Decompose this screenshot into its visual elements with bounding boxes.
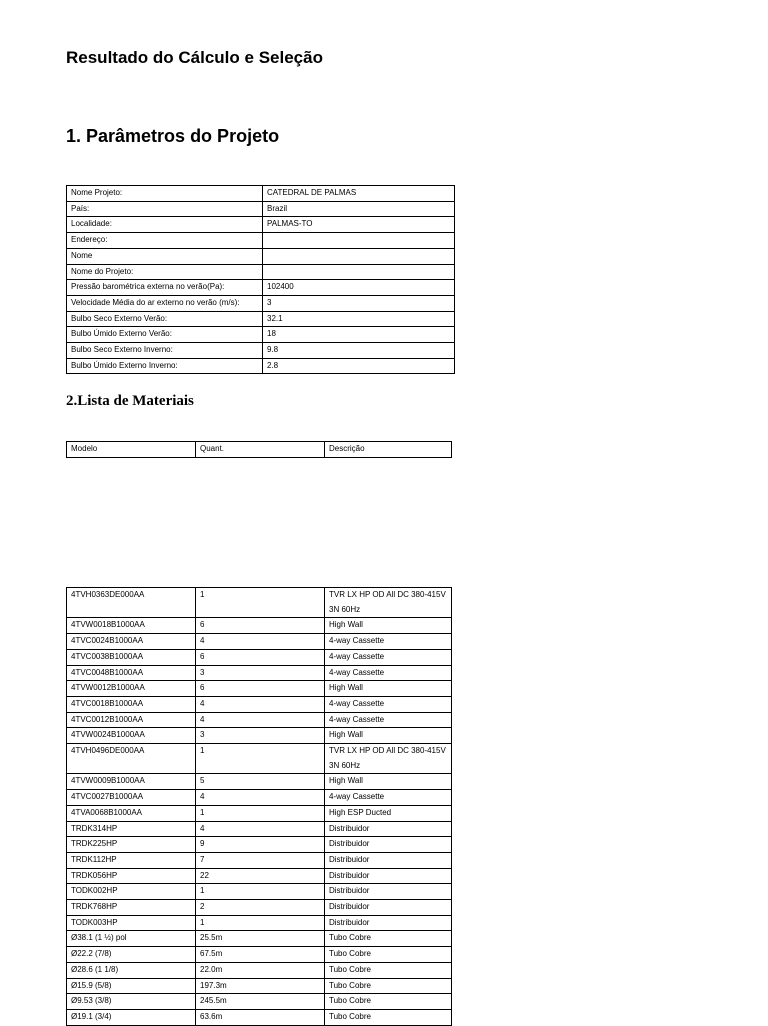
parameter-label: Nome [67,248,263,264]
material-description: Distribuidor [325,868,452,884]
parameter-label: Localidade: [67,217,263,233]
material-description: 4-way Cassette [325,649,452,665]
material-row [67,962,452,978]
material-quantity: 6 [196,649,325,665]
parameter-label: Velocidade Média do ar externo no verão (m/s): [67,295,263,311]
material-description: Tubo Cobre [325,947,452,963]
material-quantity: 1 [196,588,325,618]
material-quantity: 3 [196,665,325,681]
material-description: High Wall [325,618,452,634]
parameter-label: País: [67,201,263,217]
material-model: TODK003HP [67,915,196,931]
material-model: 4TVC0048B1000AA [67,665,196,681]
material-row [67,852,452,868]
material-quantity: 4 [196,712,325,728]
parameter-value: Brazil [263,201,455,217]
material-description: High Wall [325,728,452,744]
material-quantity: 7 [196,852,325,868]
material-quantity: 4 [196,790,325,806]
parameter-row [67,327,455,343]
material-description: Distribuidor [325,915,452,931]
material-model: 4TVC0018B1000AA [67,696,196,712]
material-description: Distribuidor [325,852,452,868]
material-row [67,774,452,790]
material-row [67,712,452,728]
material-model: 4TVW0024B1000AA [67,728,196,744]
material-row [67,868,452,884]
parameter-label: Nome do Projeto: [67,264,263,280]
material-model: 4TVH0363DE000AA [67,588,196,618]
material-quantity: 9 [196,837,325,853]
material-description: Distribuidor [325,900,452,916]
material-quantity: 245.5m [196,994,325,1010]
material-model: 4TVW0009B1000AA [67,774,196,790]
material-row [67,994,452,1010]
material-row [67,821,452,837]
material-quantity: 63.6m [196,1009,325,1025]
parameter-label: Bulbo Úmido Externo Inverno: [67,358,263,374]
material-description: 4-way Cassette [325,712,452,728]
material-row [67,728,452,744]
parameter-row [67,201,455,217]
section-1-title: 1. Parâmetros do Projeto [66,126,280,146]
parameter-row [67,343,455,359]
parameter-value: PALMAS-TO [263,217,455,233]
page-title: Resultado do Cálculo e Seleção [66,48,323,67]
material-model: TRDK112HP [67,852,196,868]
materials-header-table [66,441,452,458]
parameter-label: Pressão barométrica externa no verão(Pa): [67,280,263,296]
material-model: TODK002HP [67,884,196,900]
parameter-label: Bulbo Seco Externo Verão: [67,311,263,327]
material-model: 4TVW0018B1000AA [67,618,196,634]
material-model: Ø38.1 (1 ½) pol [67,931,196,947]
parameter-label: Bulbo Seco Externo Inverno: [67,343,263,359]
parameter-row [67,280,455,296]
material-quantity: 1 [196,884,325,900]
parameter-label: Bulbo Úmido Externo Verão: [67,327,263,343]
parameter-label: Nome Projeto: [67,186,263,202]
header-quantity: Quant. [196,442,325,458]
parameter-value [263,248,455,264]
material-row [67,915,452,931]
parameter-row [67,295,455,311]
material-description: Tubo Cobre [325,931,452,947]
parameter-row [67,248,455,264]
parameter-row [67,233,455,249]
material-description: High Wall [325,681,452,697]
material-row [67,790,452,806]
material-quantity: 1 [196,805,325,821]
header-model: Modelo [67,442,196,458]
material-quantity: 5 [196,774,325,790]
material-model: 4TVC0012B1000AA [67,712,196,728]
material-model: 4TVA0068B1000AA [67,805,196,821]
material-description: 4-way Cassette [325,696,452,712]
parameter-value [263,264,455,280]
material-row [67,978,452,994]
parameter-value [263,233,455,249]
material-quantity: 6 [196,681,325,697]
parameter-value: 9.8 [263,343,455,359]
parameter-value: CATEDRAL DE PALMAS [263,186,455,202]
material-quantity: 4 [196,696,325,712]
project-parameters-table [66,185,455,374]
material-description: Tubo Cobre [325,994,452,1010]
material-quantity: 6 [196,618,325,634]
material-description: 4-way Cassette [325,665,452,681]
material-quantity: 197.3m [196,978,325,994]
material-row [67,805,452,821]
material-row [67,1009,452,1025]
parameter-label: Endereço: [67,233,263,249]
parameter-row [67,311,455,327]
materials-table [66,587,452,1026]
material-quantity: 2 [196,900,325,916]
parameter-row [67,264,455,280]
material-model: Ø9.53 (3/8) [67,994,196,1010]
material-row [67,588,452,618]
material-description: TVR LX HP OD All DC 380-415V 3N 60Hz [325,588,452,618]
material-row [67,900,452,916]
material-model: TRDK056HP [67,868,196,884]
parameter-row [67,186,455,202]
material-quantity: 1 [196,915,325,931]
parameter-row [67,358,455,374]
material-model: Ø15.9 (5/8) [67,978,196,994]
material-row [67,634,452,650]
material-model: 4TVC0027B1000AA [67,790,196,806]
material-description: Tubo Cobre [325,978,452,994]
material-row [67,837,452,853]
material-model: Ø28.6 (1 1/8) [67,962,196,978]
material-model: Ø22.2 (7/8) [67,947,196,963]
material-description: High Wall [325,774,452,790]
material-description: Tubo Cobre [325,1009,452,1025]
material-row [67,884,452,900]
section-2-title: 2.Lista de Materiais [66,393,194,409]
material-row [67,696,452,712]
material-quantity: 25.5m [196,931,325,947]
material-row [67,618,452,634]
materials-header-row [67,442,452,458]
material-quantity: 4 [196,821,325,837]
material-description: TVR LX HP OD All DC 380-415V 3N 60Hz [325,744,452,774]
material-model: TRDK314HP [67,821,196,837]
material-model: Ø19.1 (3/4) [67,1009,196,1025]
parameter-value: 102400 [263,280,455,296]
material-model: 4TVW0012B1000AA [67,681,196,697]
parameter-value: 32.1 [263,311,455,327]
material-model: 4TVC0024B1000AA [67,634,196,650]
header-description: Descrição [325,442,452,458]
material-quantity: 1 [196,744,325,774]
material-quantity: 3 [196,728,325,744]
material-quantity: 4 [196,634,325,650]
material-description: Distribuidor [325,821,452,837]
material-row [67,947,452,963]
material-description: 4-way Cassette [325,790,452,806]
material-quantity: 22 [196,868,325,884]
parameter-row [67,217,455,233]
material-model: TRDK768HP [67,900,196,916]
parameter-value: 2.8 [263,358,455,374]
material-row [67,931,452,947]
parameter-value: 3 [263,295,455,311]
material-description: High ESP Ducted [325,805,452,821]
parameter-value: 18 [263,327,455,343]
material-description: Distribuidor [325,884,452,900]
material-row [67,744,452,774]
material-model: TRDK225HP [67,837,196,853]
material-row [67,665,452,681]
material-description: Distribuidor [325,837,452,853]
material-description: Tubo Cobre [325,962,452,978]
material-row [67,681,452,697]
material-model: 4TVH0496DE000AA [67,744,196,774]
material-model: 4TVC0038B1000AA [67,649,196,665]
material-row [67,649,452,665]
material-description: 4-way Cassette [325,634,452,650]
material-quantity: 22.0m [196,962,325,978]
material-quantity: 67.5m [196,947,325,963]
